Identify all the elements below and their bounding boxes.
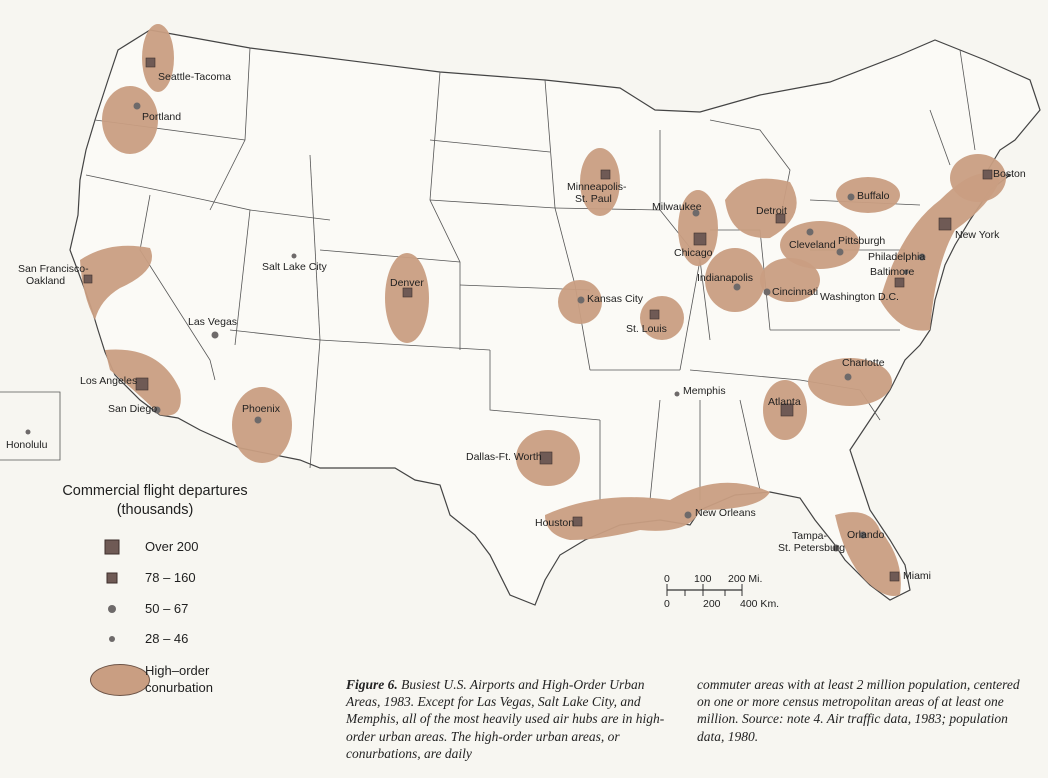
marker-houston (573, 517, 582, 526)
marker-seattle (146, 58, 155, 67)
marker-minneapolis (601, 170, 610, 179)
scale-mi-200: 200 Mi. (728, 573, 763, 585)
label-philadelphia: Philadelphia (868, 251, 926, 263)
marker-phoenix (255, 417, 262, 424)
scale-km-200: 200 (703, 598, 721, 610)
label-indianapolis: Indianapolis (697, 272, 754, 284)
label-atlanta: Atlanta (768, 396, 801, 408)
marker-st-louis (650, 310, 659, 319)
marker-charlotte (845, 374, 852, 381)
label-detroit: Detroit (756, 205, 787, 217)
label-charlotte: Charlotte (842, 357, 885, 369)
legend-item-over-200 (60, 537, 280, 557)
scale-km-0: 0 (664, 598, 670, 610)
marker-pittsburgh (837, 249, 844, 256)
marker-denver (403, 288, 412, 297)
marker-chicago (694, 233, 706, 245)
marker-boston (983, 170, 992, 179)
legend-label: High–order conurbation (145, 663, 213, 695)
large-square-icon (105, 540, 120, 555)
label-orlando: Orlando (847, 529, 885, 541)
label-new-york: New York (955, 229, 1000, 241)
marker-washington (895, 278, 904, 287)
marker-buffalo (848, 194, 855, 201)
marker-new-orleans (685, 512, 692, 519)
label-cleveland: Cleveland (789, 239, 836, 251)
label-st-louis: St. Louis (626, 323, 667, 335)
conurbation-phoenix (232, 387, 292, 463)
label-tampa: Tampa-St. Petersburg (778, 530, 846, 554)
label-milwaukee: Milwaukee (652, 201, 702, 213)
marker-new-york (939, 218, 951, 230)
legend-item-28-46 (60, 629, 280, 649)
marker-indianapolis (734, 284, 741, 291)
marker-memphis (675, 392, 680, 397)
label-dallas: Dallas-Ft. Worth (466, 451, 542, 463)
label-denver: Denver (390, 277, 424, 289)
marker-dallas (540, 452, 552, 464)
scale-mi-0: 0 (664, 573, 670, 585)
label-los-angeles: Los Angeles (80, 375, 138, 387)
label-salt-lake-city: Salt Lake City (262, 261, 327, 273)
scale-mi-100: 100 (694, 573, 712, 585)
legend (60, 482, 280, 695)
legend-label: 50 – 67 (145, 601, 189, 616)
label-boston: Boston (993, 168, 1026, 180)
label-cincinnati: Cincinnati (772, 286, 819, 298)
marker-cleveland (807, 229, 814, 236)
caption-text-left: Busiest U.S. Airports and High-Order Urban Areas, 1983. Except for Las Vegas, Salt Lake City, and Memphis, all of the most heavily used air hubs are in high-order urban areas. The high-order urban areas, or conurbations, are daily (346, 677, 665, 761)
label-new-orleans: New Orleans (695, 507, 756, 519)
label-pittsburgh: Pittsburgh (838, 235, 886, 247)
conurbation-denver (385, 253, 429, 343)
label-portland: Portland (142, 111, 182, 123)
legend-item-78-160 (60, 568, 280, 588)
label-baltimore: Baltimore (870, 266, 915, 278)
legend-label: 78 – 160 (145, 570, 196, 585)
scale-bar (664, 573, 779, 610)
legend-label: Over 200 (145, 539, 199, 554)
marker-los-angeles (136, 378, 148, 390)
label-washington: Washington D.C. (820, 291, 899, 303)
legend-item-conurbation (60, 660, 280, 700)
conurbation-blob-icon (90, 664, 150, 696)
label-kansas-city: Kansas City (587, 293, 644, 305)
marker-las-vegas (212, 332, 219, 339)
legend-label: 28 – 46 (145, 631, 189, 646)
marker-honolulu (26, 430, 31, 435)
marker-san-francisco (84, 275, 92, 283)
label-san-diego: San Diego (108, 403, 158, 415)
marker-portland (134, 103, 141, 110)
large-dot-icon (108, 605, 116, 613)
scale-km-400: 400 Km. (740, 598, 780, 610)
label-miami: Miami (903, 570, 931, 582)
label-seattle: Seattle-Tacoma (158, 71, 231, 83)
label-las-vegas: Las Vegas (188, 316, 238, 328)
caption-left (346, 676, 676, 762)
marker-cincinnati (764, 289, 771, 296)
small-square-icon (107, 573, 118, 584)
label-buffalo: Buffalo (857, 190, 890, 202)
label-honolulu: Honolulu (6, 439, 48, 451)
label-memphis: Memphis (683, 385, 726, 397)
label-minneapolis: Minneapolis-St. Paul (567, 181, 627, 205)
caption-right: commuter areas with at least 2 million population, centered on one or more census metropolitan areas of at least one million. Source: note 4. Air traffic data, 1983; population data, 1980. (697, 677, 1020, 744)
label-san-francisco: San Francisco-Oakland (18, 263, 89, 287)
small-dot-icon (109, 636, 115, 642)
label-phoenix: Phoenix (242, 403, 280, 415)
legend-title: Commercial flight departures (thousands) (62, 483, 248, 518)
caption-figure-number: Figure 6. (346, 677, 398, 692)
legend-item-50-67 (60, 599, 280, 619)
marker-kansas-city (578, 297, 585, 304)
marker-salt-lake-city (292, 254, 297, 259)
label-houston: Houston (535, 517, 575, 529)
label-chicago: Chicago (674, 247, 713, 259)
marker-miami (890, 572, 899, 581)
